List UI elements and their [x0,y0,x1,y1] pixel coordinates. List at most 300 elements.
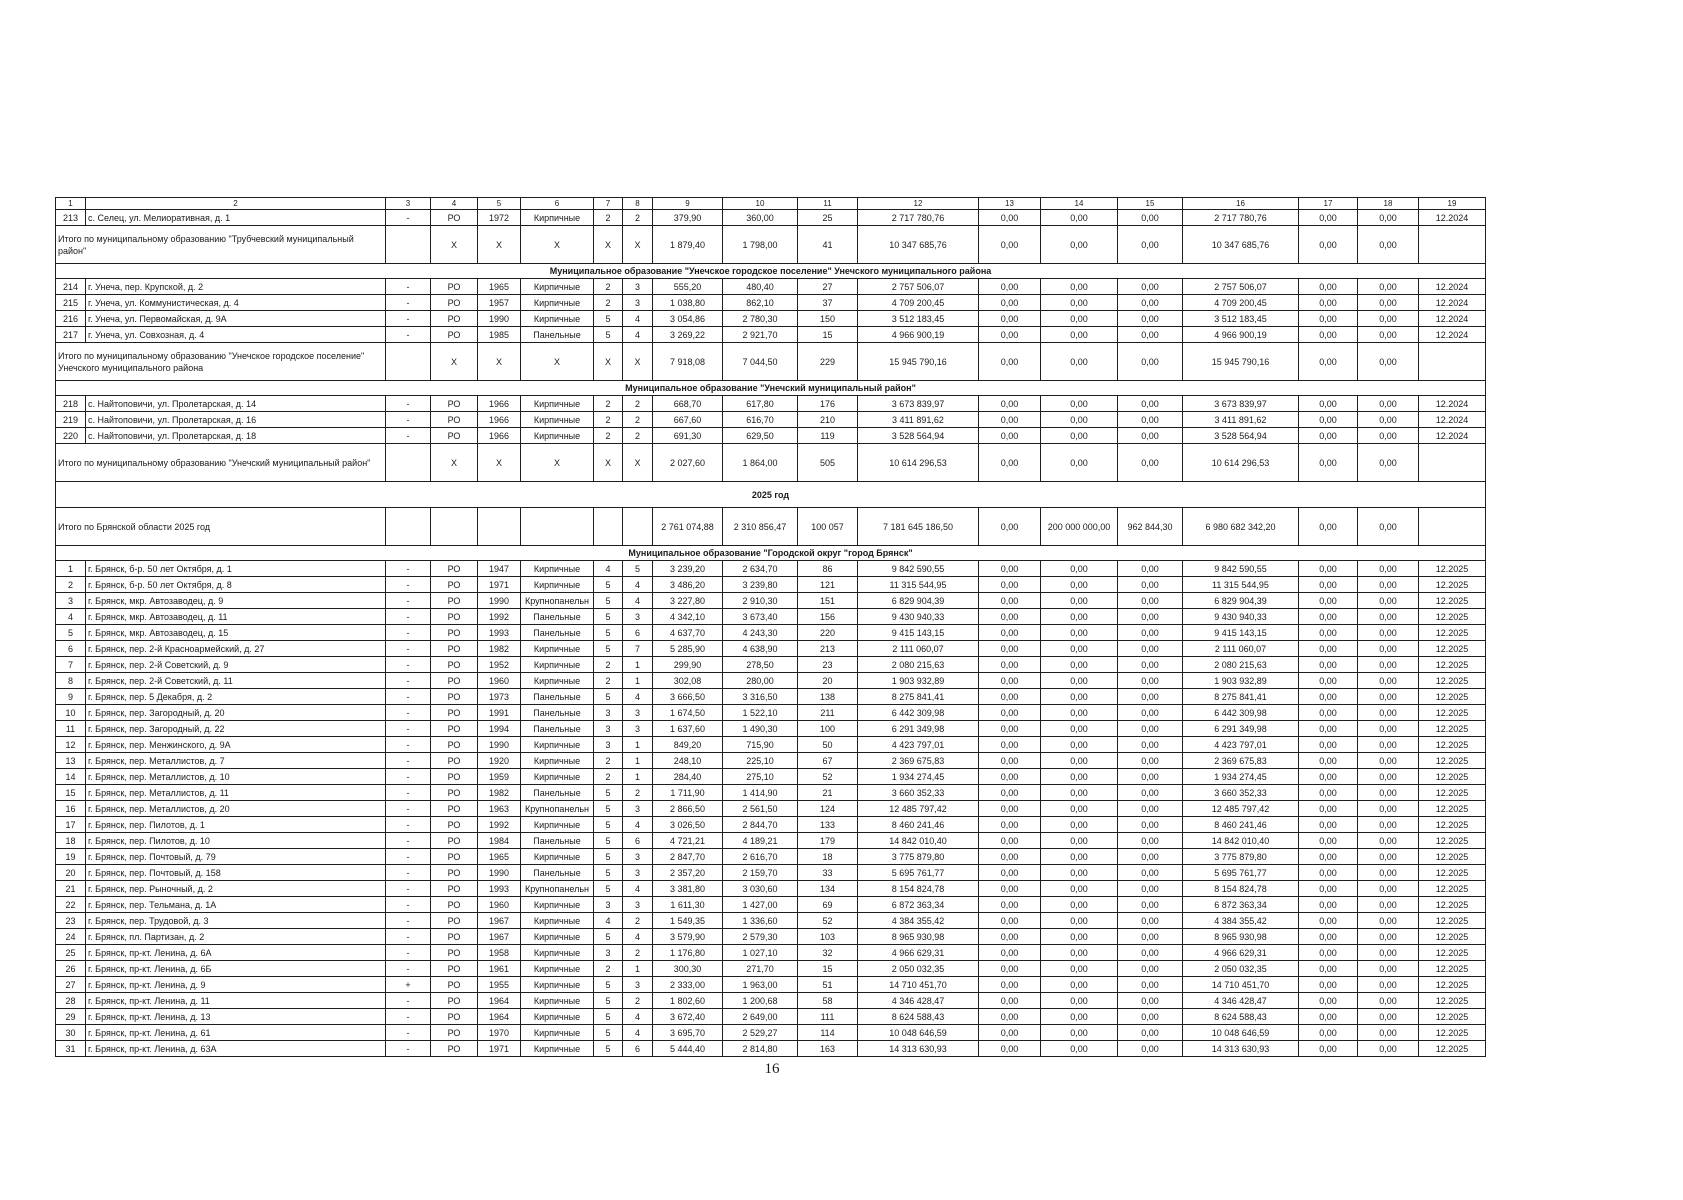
table-cell-col-3: - [386,412,431,428]
table-cell-col-13: 0,00 [979,721,1041,737]
table-cell-col-1: 213 [56,210,86,226]
total-cell-col-18: 0,00 [1358,226,1419,264]
table-cell-col-16: 3 411 891,62 [1183,412,1299,428]
table-cell-col-15: 0,00 [1118,561,1183,577]
table-cell-col-18: 0,00 [1358,705,1419,721]
table-cell-col-14: 0,00 [1041,849,1118,865]
table-cell-col-7: 5 [594,1025,623,1041]
table-cell-col-13: 0,00 [979,561,1041,577]
table-cell-col-17: 0,00 [1299,412,1358,428]
total-cell-col-9: 1 879,40 [653,226,723,264]
table-cell-col-5: 1967 [478,913,521,929]
table-row [56,673,1486,689]
table-cell-col-10: 1 027,10 [723,945,798,961]
table-cell-col-11: 211 [798,705,858,721]
table-cell-col-14: 0,00 [1041,897,1118,913]
table-cell-col-8: 4 [623,577,653,593]
table-cell-col-13: 0,00 [979,705,1041,721]
table-cell-col-7: 5 [594,577,623,593]
table-cell-col-3: - [386,817,431,833]
table-cell-col-14: 0,00 [1041,769,1118,785]
total-cell-col-10: 1 864,00 [723,444,798,482]
table-cell-col-8: 6 [623,833,653,849]
table-cell-col-14: 0,00 [1041,609,1118,625]
table-cell-col-14: 0,00 [1041,753,1118,769]
table-cell-col-17: 0,00 [1299,295,1358,311]
table-cell-col-4: РО [431,785,478,801]
table-cell-col-18: 0,00 [1358,412,1419,428]
table-cell-col-16: 12 485 797,42 [1183,801,1299,817]
table-cell-col-1: 16 [56,801,86,817]
table-cell-col-19: 12.2025 [1419,657,1486,673]
table-cell-col-12: 12 485 797,42 [858,801,979,817]
table-cell-col-7: 2 [594,428,623,444]
table-cell-col-2: г. Брянск, пер. Загородный, д. 20 [86,705,386,721]
table-cell-col-6: Панельные [521,785,594,801]
table-cell-col-16: 3 512 183,45 [1183,311,1299,327]
table-cell-col-10: 715,90 [723,737,798,753]
table-cell-col-15: 0,00 [1118,737,1183,753]
table-cell-col-18: 0,00 [1358,577,1419,593]
table-cell-col-13: 0,00 [979,769,1041,785]
table-cell-col-9: 1 802,60 [653,993,723,1009]
table-cell-col-14: 0,00 [1041,737,1118,753]
table-cell-col-18: 0,00 [1358,210,1419,226]
table-cell-col-1: 22 [56,897,86,913]
table-cell-col-17: 0,00 [1299,705,1358,721]
table-cell-col-15: 0,00 [1118,396,1183,412]
table-cell-col-9: 1 674,50 [653,705,723,721]
table-cell-col-2: г. Брянск, пер. Металлистов, д. 20 [86,801,386,817]
table-cell-col-19: 12.2025 [1419,577,1486,593]
table-cell-col-11: 27 [798,279,858,295]
table-cell-col-11: 151 [798,593,858,609]
table-row [56,577,1486,593]
table-cell-col-12: 6 829 904,39 [858,593,979,609]
table-cell-col-11: 179 [798,833,858,849]
table-cell-col-5: 1959 [478,769,521,785]
table-cell-col-12: 4 966 629,31 [858,945,979,961]
table-cell-col-5: 1967 [478,929,521,945]
table-cell-col-10: 1 336,60 [723,913,798,929]
table-cell-col-6: Панельные [521,833,594,849]
section-heading: Муниципальное образование "Унечское городское поселение" Унечского муниципального района [56,264,1486,279]
table-cell-col-13: 0,00 [979,625,1041,641]
table-cell-col-1: 30 [56,1025,86,1041]
table-cell-col-1: 17 [56,817,86,833]
table-cell-col-10: 2 561,50 [723,801,798,817]
table-cell-col-8: 2 [623,785,653,801]
table-cell-col-6: Панельные [521,327,594,343]
table-cell-col-3: - [386,577,431,593]
table-cell-col-7: 2 [594,753,623,769]
table-cell-col-12: 9 430 940,33 [858,609,979,625]
table-cell-col-12: 14 710 451,70 [858,977,979,993]
table-cell-col-11: 156 [798,609,858,625]
table-cell-col-9: 5 444,40 [653,1041,723,1057]
total-cell-col-8: Х [623,226,653,264]
table-cell-col-3: - [386,428,431,444]
table-cell-col-14: 0,00 [1041,428,1118,444]
table-cell-col-14: 0,00 [1041,817,1118,833]
total-cell-col-18: 0,00 [1358,343,1419,381]
table-cell-col-2: г. Брянск, пер. Металлистов, д. 7 [86,753,386,769]
table-row [56,993,1486,1009]
header-cell-col-16: 16 [1183,198,1299,210]
table-cell-col-7: 5 [594,593,623,609]
table-cell-col-2: г. Брянск, пер. Тельмана, д. 1А [86,897,386,913]
table-cell-col-9: 1 549,35 [653,913,723,929]
table-cell-col-19: 12.2025 [1419,769,1486,785]
table-cell-col-13: 0,00 [979,428,1041,444]
table-cell-col-19: 12.2024 [1419,311,1486,327]
table-cell-col-17: 0,00 [1299,945,1358,961]
table-cell-col-16: 3 775 879,80 [1183,849,1299,865]
table-cell-col-18: 0,00 [1358,689,1419,705]
table-cell-col-9: 3 666,50 [653,689,723,705]
table-cell-col-1: 28 [56,993,86,1009]
table-cell-col-15: 0,00 [1118,817,1183,833]
table-cell-col-15: 0,00 [1118,210,1183,226]
total-cell-col-19 [1419,444,1486,482]
table-cell-col-14: 0,00 [1041,993,1118,1009]
table-cell-col-1: 1 [56,561,86,577]
table-cell-col-3: - [386,641,431,657]
table-cell-col-4: РО [431,865,478,881]
table-cell-col-4: РО [431,1009,478,1025]
table-cell-col-3: - [386,833,431,849]
table-cell-col-4: РО [431,753,478,769]
total-cell-col-19 [1419,508,1486,546]
table-cell-col-5: 1990 [478,737,521,753]
table-cell-col-16: 4 709 200,45 [1183,295,1299,311]
table-cell-col-18: 0,00 [1358,977,1419,993]
total-cell-col-6 [521,508,594,546]
table-row [56,769,1486,785]
table-cell-col-7: 2 [594,657,623,673]
table-cell-col-12: 9 842 590,55 [858,561,979,577]
table-cell-col-15: 0,00 [1118,593,1183,609]
total-cell-col-12: 15 945 790,16 [858,343,979,381]
table-cell-col-14: 0,00 [1041,865,1118,881]
table-cell-col-3: - [386,1009,431,1025]
table-cell-col-11: 133 [798,817,858,833]
header-cell-col-19: 19 [1419,198,1486,210]
total-cell-col-17: 0,00 [1299,343,1358,381]
table-cell-col-14: 0,00 [1041,689,1118,705]
table-row [56,785,1486,801]
table-cell-col-8: 4 [623,327,653,343]
total-cell-col-5: Х [478,444,521,482]
table-cell-col-17: 0,00 [1299,737,1358,753]
table-cell-col-17: 0,00 [1299,689,1358,705]
table-cell-col-9: 4 721,21 [653,833,723,849]
total-cell-col-9: 2 027,60 [653,444,723,482]
table-cell-col-4: РО [431,913,478,929]
table-cell-col-17: 0,00 [1299,753,1358,769]
table-cell-col-19: 12.2025 [1419,785,1486,801]
table-cell-col-10: 1 200,68 [723,993,798,1009]
table-cell-col-3: - [386,753,431,769]
table-cell-col-7: 4 [594,561,623,577]
table-cell-col-15: 0,00 [1118,673,1183,689]
table-cell-col-9: 302,08 [653,673,723,689]
table-cell-col-5: 1972 [478,210,521,226]
table-cell-col-11: 15 [798,961,858,977]
table-cell-col-5: 1990 [478,865,521,881]
total-cell-col-7: Х [594,343,623,381]
table-cell-col-2: г. Брянск, пр-кт. Ленина, д. 6А [86,945,386,961]
table-cell-col-15: 0,00 [1118,753,1183,769]
table-cell-col-8: 5 [623,561,653,577]
table-cell-col-9: 284,40 [653,769,723,785]
table-cell-col-8: 2 [623,210,653,226]
table-cell-col-12: 10 048 646,59 [858,1025,979,1041]
table-cell-col-4: РО [431,961,478,977]
table-cell-col-4: РО [431,993,478,1009]
table-cell-col-17: 0,00 [1299,1009,1358,1025]
table-cell-col-5: 1993 [478,625,521,641]
table-cell-col-9: 1 637,60 [653,721,723,737]
table-cell-col-16: 8 275 841,41 [1183,689,1299,705]
table-cell-col-12: 6 872 363,34 [858,897,979,913]
table-cell-col-14: 0,00 [1041,396,1118,412]
total-cell-col-11: 100 057 [798,508,858,546]
table-cell-col-15: 0,00 [1118,1025,1183,1041]
table-row [56,961,1486,977]
table-cell-col-10: 1 963,00 [723,977,798,993]
total-cell-col-15: 0,00 [1118,226,1183,264]
table-cell-col-8: 6 [623,625,653,641]
table-cell-col-2: г. Брянск, пер. 2-й Советский, д. 9 [86,657,386,673]
total-cell-col-14: 0,00 [1041,343,1118,381]
table-cell-col-10: 2 616,70 [723,849,798,865]
table-cell-col-11: 134 [798,881,858,897]
table-cell-col-9: 3 054,86 [653,311,723,327]
table-cell-col-1: 14 [56,769,86,785]
table-cell-col-2: г. Брянск, пер. Загородный, д. 22 [86,721,386,737]
table-cell-col-14: 0,00 [1041,641,1118,657]
table-cell-col-15: 0,00 [1118,977,1183,993]
table-cell-col-8: 3 [623,721,653,737]
table-cell-col-7: 5 [594,849,623,865]
table-cell-col-4: РО [431,609,478,625]
header-cell-col-6: 6 [521,198,594,210]
table-cell-col-14: 0,00 [1041,412,1118,428]
table-cell-col-13: 0,00 [979,1009,1041,1025]
table-cell-col-17: 0,00 [1299,913,1358,929]
table-cell-col-17: 0,00 [1299,801,1358,817]
header-cell-col-9: 9 [653,198,723,210]
table-cell-col-15: 0,00 [1118,641,1183,657]
table-cell-col-7: 5 [594,785,623,801]
table-cell-col-15: 0,00 [1118,1009,1183,1025]
table-cell-col-14: 0,00 [1041,705,1118,721]
table-cell-col-2: с. Найтоповичи, ул. Пролетарская, д. 14 [86,396,386,412]
table-row [56,1025,1486,1041]
table-cell-col-7: 5 [594,1009,623,1025]
table-cell-col-4: РО [431,311,478,327]
total-cell-col-7: Х [594,444,623,482]
table-row [56,977,1486,993]
table-cell-col-7: 5 [594,929,623,945]
table-cell-col-13: 0,00 [979,609,1041,625]
table-cell-col-3: - [386,785,431,801]
table-cell-col-14: 0,00 [1041,311,1118,327]
total-cell-col-12: 7 181 645 186,50 [858,508,979,546]
table-cell-col-2: г. Брянск, мкр. Автозаводец, д. 11 [86,609,386,625]
table-cell-col-3: + [386,977,431,993]
table-cell-col-8: 1 [623,657,653,673]
table-cell-col-1: 29 [56,1009,86,1025]
table-cell-col-2: г. Брянск, пер. 2-й Советский, д. 11 [86,673,386,689]
total-label: Итого по муниципальному образованию "Унечский муниципальный район" [56,444,386,482]
table-cell-col-5: 1984 [478,833,521,849]
table-cell-col-4: РО [431,817,478,833]
table-cell-col-17: 0,00 [1299,327,1358,343]
table-row [56,593,1486,609]
table-cell-col-6: Кирпичные [521,210,594,226]
table-row [56,913,1486,929]
table-cell-col-2: с. Селец, ул. Мелиоративная, д. 1 [86,210,386,226]
table-cell-col-15: 0,00 [1118,865,1183,881]
table-cell-col-5: 1993 [478,881,521,897]
table-cell-col-8: 4 [623,929,653,945]
table-body [56,198,1486,1057]
total-cell-col-4: Х [431,444,478,482]
table-cell-col-11: 213 [798,641,858,657]
table-cell-col-6: Кирпичные [521,945,594,961]
table-cell-col-7: 2 [594,769,623,785]
table-cell-col-18: 0,00 [1358,279,1419,295]
table-row [56,833,1486,849]
header-cell-col-17: 17 [1299,198,1358,210]
table-cell-col-17: 0,00 [1299,609,1358,625]
table-cell-col-17: 0,00 [1299,849,1358,865]
table-cell-col-4: РО [431,279,478,295]
table-cell-col-2: г. Брянск, пер. Почтовый, д. 158 [86,865,386,881]
table-cell-col-12: 4 423 797,01 [858,737,979,753]
table-cell-col-19: 12.2025 [1419,561,1486,577]
table-cell-col-19: 12.2024 [1419,210,1486,226]
table-cell-col-17: 0,00 [1299,593,1358,609]
table-cell-col-10: 2 780,30 [723,311,798,327]
table-cell-col-5: 1992 [478,817,521,833]
table-cell-col-6: Панельные [521,689,594,705]
total-cell-col-17: 0,00 [1299,226,1358,264]
total-label: Итого по муниципальному образованию "Унечское городское поселение" Унечского муниципального района [56,343,386,381]
table-cell-col-19: 12.2025 [1419,961,1486,977]
table-cell-col-11: 210 [798,412,858,428]
table-cell-col-4: РО [431,641,478,657]
table-cell-col-11: 220 [798,625,858,641]
table-cell-col-4: РО [431,412,478,428]
table-cell-col-15: 0,00 [1118,625,1183,641]
table-cell-col-6: Кирпичные [521,396,594,412]
table-cell-col-7: 3 [594,705,623,721]
table-cell-col-9: 3 227,80 [653,593,723,609]
total-cell-col-8: Х [623,343,653,381]
table-cell-col-6: Кирпичные [521,897,594,913]
table-cell-col-5: 1966 [478,428,521,444]
table-cell-col-19: 12.2025 [1419,929,1486,945]
table-cell-col-6: Крупнопанельн [521,801,594,817]
table-cell-col-3: - [386,913,431,929]
table-cell-col-10: 3 316,50 [723,689,798,705]
table-cell-col-17: 0,00 [1299,657,1358,673]
table-row [56,657,1486,673]
table-cell-col-17: 0,00 [1299,1041,1358,1057]
table-cell-col-16: 3 673 839,97 [1183,396,1299,412]
table-cell-col-13: 0,00 [979,673,1041,689]
total-label: Итого по Брянской области 2025 год [56,508,386,546]
table-cell-col-17: 0,00 [1299,311,1358,327]
table-cell-col-11: 124 [798,801,858,817]
table-row [56,1041,1486,1057]
table-cell-col-11: 18 [798,849,858,865]
table-cell-col-2: г. Брянск, пер. 5 Декабря, д. 2 [86,689,386,705]
table-cell-col-6: Кирпичные [521,929,594,945]
table-cell-col-11: 58 [798,993,858,1009]
table-cell-col-11: 111 [798,1009,858,1025]
table-cell-col-13: 0,00 [979,801,1041,817]
table-cell-col-8: 4 [623,689,653,705]
housing-program-table [55,197,1486,1057]
table-cell-col-14: 0,00 [1041,279,1118,295]
table-cell-col-1: 9 [56,689,86,705]
table-cell-col-13: 0,00 [979,657,1041,673]
table-cell-col-15: 0,00 [1118,801,1183,817]
table-row [56,311,1486,327]
table-cell-col-10: 480,40 [723,279,798,295]
table-cell-col-12: 3 673 839,97 [858,396,979,412]
table-cell-col-16: 4 346 428,47 [1183,993,1299,1009]
table-cell-col-8: 2 [623,993,653,1009]
table-row [56,327,1486,343]
table-cell-col-3: - [386,625,431,641]
table-cell-col-12: 8 154 824,78 [858,881,979,897]
table-row [56,737,1486,753]
table-cell-col-14: 0,00 [1041,1041,1118,1057]
table-cell-col-7: 5 [594,881,623,897]
table-cell-col-15: 0,00 [1118,721,1183,737]
table-cell-col-8: 6 [623,1041,653,1057]
table-cell-col-1: 21 [56,881,86,897]
header-cell-col-7: 7 [594,198,623,210]
table-cell-col-6: Кирпичные [521,657,594,673]
table-cell-col-14: 0,00 [1041,801,1118,817]
total-cell-col-6: Х [521,343,594,381]
table-cell-col-12: 2 717 780,76 [858,210,979,226]
table-cell-col-5: 1965 [478,279,521,295]
table-cell-col-9: 299,90 [653,657,723,673]
table-cell-col-9: 379,90 [653,210,723,226]
table-cell-col-4: РО [431,561,478,577]
table-cell-col-17: 0,00 [1299,929,1358,945]
total-cell-col-18: 0,00 [1358,508,1419,546]
table-cell-col-13: 0,00 [979,577,1041,593]
table-cell-col-2: г. Брянск, мкр. Автозаводец, д. 15 [86,625,386,641]
table-cell-col-8: 1 [623,737,653,753]
table-cell-col-7: 2 [594,295,623,311]
table-cell-col-19: 12.2025 [1419,673,1486,689]
table-cell-col-13: 0,00 [979,881,1041,897]
table-cell-col-5: 1957 [478,295,521,311]
table-cell-col-9: 3 486,20 [653,577,723,593]
table-cell-col-18: 0,00 [1358,641,1419,657]
table-cell-col-17: 0,00 [1299,641,1358,657]
table-cell-col-17: 0,00 [1299,961,1358,977]
